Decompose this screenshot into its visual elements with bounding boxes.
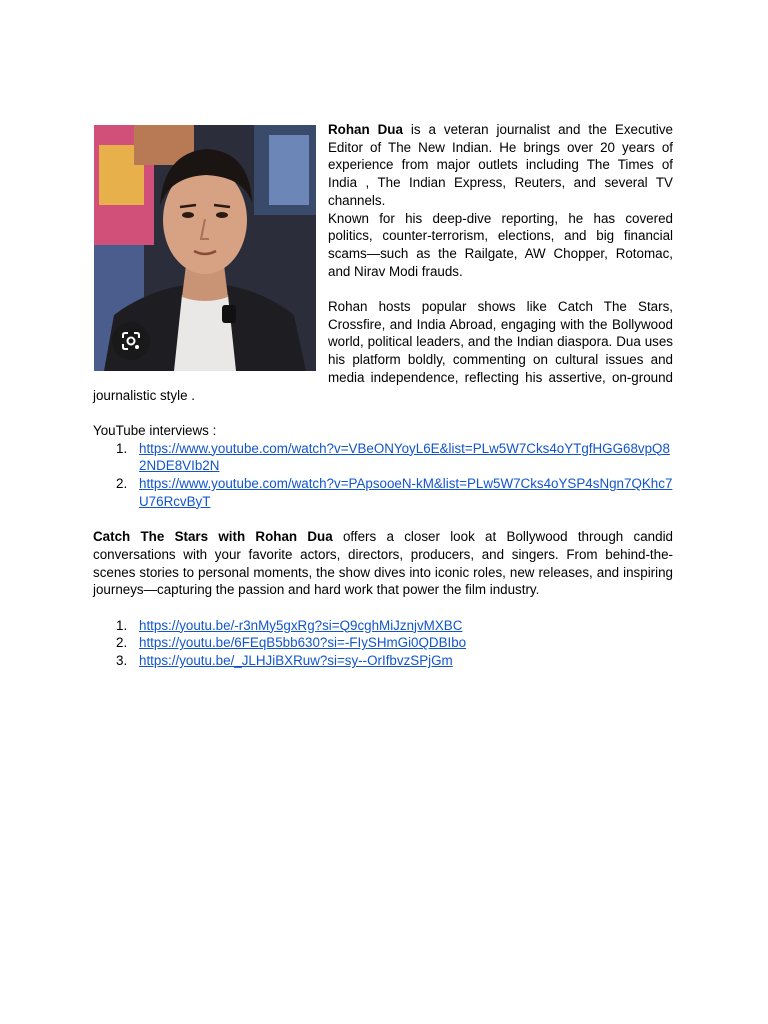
show-paragraph <box>93 528 673 599</box>
show-link-2[interactable]: https://youtu.be/6FEqB5bb630?si=-FIySHmGi0QDBIbo <box>139 635 467 651</box>
intro-text: is a veteran journalist and the Executive Editor of The New Indian. He brings over 20 years of experience from major outlets including The Times of India , The Indian Express, Reuters, and several TV channels. <box>328 122 673 208</box>
list-item <box>93 440 673 475</box>
person-name: Rohan Dua <box>328 122 403 137</box>
list-number: 3. <box>116 653 128 669</box>
document-body <box>93 121 673 670</box>
list-number: 2. <box>116 476 128 492</box>
youtube-link-1[interactable]: https://www.youtube.com/watch?v=VBeONYoyL6E&list=PLw5W7Cks4oYTgfHGG68vpQ82NDE8VIb2N <box>139 440 670 474</box>
spacer <box>93 510 673 528</box>
spacer <box>93 599 673 617</box>
list-number: 1. <box>116 617 128 633</box>
list-number: 2. <box>116 635 128 651</box>
list-item <box>93 634 673 652</box>
show-link-list <box>93 617 673 670</box>
youtube-link-2[interactable]: https://www.youtube.com/watch?v=PApsooeN-kM&list=PLw5W7Cks4oYSP4sNgn7QKhc7U76RcvByT <box>139 476 673 509</box>
shows-paragraph: Rohan hosts popular shows like Catch The Stars, Crossfire, and India Abroad, engaging with the Bollywood world, political leaders, and the Indian diaspora. Dua uses his platform boldly, commenting on cultural issues and media independence, reflecting his assertive, on-ground journalistic style . <box>93 299 673 403</box>
show-link-3[interactable]: https://youtu.be/_JLHJiBXRuw?si=sy--OrIfbvzSPjGm <box>139 653 453 669</box>
show-link-1[interactable]: https://youtu.be/-r3nMy5gxRg?si=Q9cghMiJznjvMXBC <box>139 617 463 633</box>
list-number: 1. <box>116 440 128 456</box>
spacer <box>93 404 673 422</box>
youtube-heading: YouTube interviews : <box>93 422 217 438</box>
list-item <box>93 475 673 510</box>
portrait-photo <box>94 125 316 371</box>
camera-search-glyph <box>120 330 142 352</box>
list-item <box>93 617 673 635</box>
show-description: offers a closer look at Bollywood through candid conversations with your favorite actors, directors, producers, and singers. From behind-the-scenes stories to personal moments, the show dives into iconic roles, new releases, and inspiring journeys—capturing the passion and hard work that power the film industry. <box>93 529 673 598</box>
list-item <box>93 652 673 670</box>
reporting-paragraph: Known for his deep-dive reporting, he has covered politics, counter-terrorism, elections, and big financial scams—such as the Railgate, AW Chopper, Rotomac, and Nirav Modi frauds. <box>328 210 673 279</box>
youtube-link-list <box>93 440 673 511</box>
show-title: Catch The Stars with Rohan Dua <box>93 529 333 545</box>
google-lens-icon[interactable] <box>112 322 150 360</box>
